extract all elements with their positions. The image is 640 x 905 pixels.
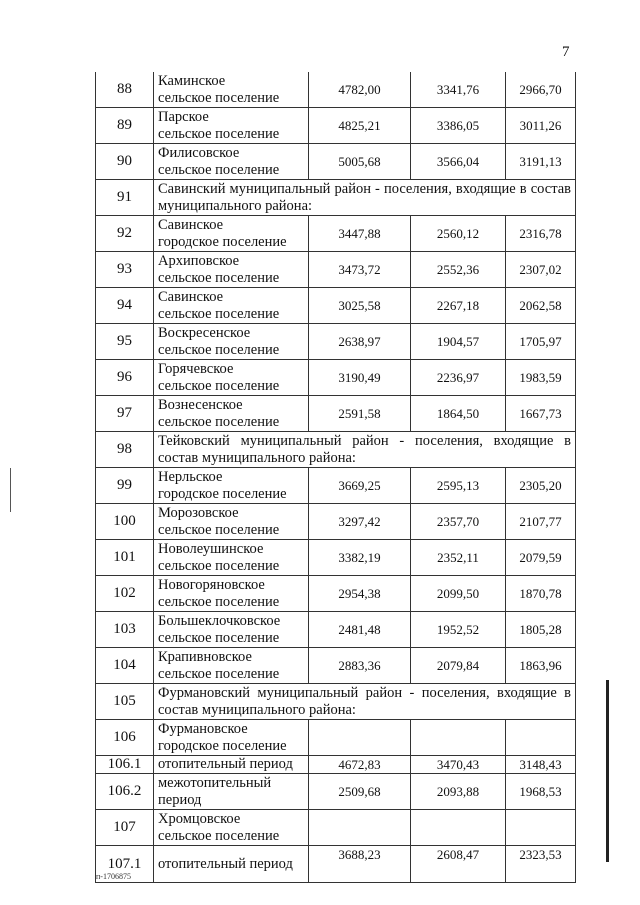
settlement-name — [154, 756, 309, 774]
table-row — [96, 360, 576, 396]
table-row — [96, 432, 576, 468]
value-cell: 1870,78 — [506, 576, 576, 612]
table-row — [96, 108, 576, 144]
settlement-name — [154, 540, 309, 576]
page-number: 7 — [562, 44, 570, 60]
value-cell: 3025,58 — [309, 288, 411, 324]
value-cell: 2099,50 — [411, 576, 506, 612]
value-cell: 3191,13 — [506, 144, 576, 180]
value-cell: 3386,05 — [411, 108, 506, 144]
value-cell: 3148,43 — [506, 756, 576, 774]
settlement-name-line: Фурмановское — [158, 720, 248, 737]
settlement-name-line: Новогоряновское — [158, 576, 265, 593]
value-cell: 5005,68 — [309, 144, 411, 180]
settlement-name-line: сельское поселение — [158, 593, 280, 610]
settlement-name-line: сельское поселение — [158, 557, 280, 574]
value-cell: 3011,26 — [506, 108, 576, 144]
row-number: 106 — [96, 720, 154, 756]
settlement-name-line: сельское поселение — [158, 125, 280, 142]
settlement-name-line: сельское поселение — [158, 89, 280, 106]
value-cell: 3341,76 — [411, 72, 506, 108]
value-cell: 2591,58 — [309, 396, 411, 432]
settlement-name-line: сельское поселение — [158, 377, 280, 394]
settlement-name — [154, 846, 309, 883]
row-number: 106.2 — [96, 774, 154, 810]
settlement-name — [154, 108, 309, 144]
settlement-name — [154, 576, 309, 612]
footer-code: п-1706875 — [96, 872, 131, 881]
district-heading: Савинский муниципальный район - поселения, входящие в состав муниципального района: — [154, 180, 576, 216]
table-row — [96, 468, 576, 504]
value-cell: 2316,78 — [506, 216, 576, 252]
value-cell: 4782,00 — [309, 72, 411, 108]
table-row — [96, 756, 576, 774]
settlement-name-line: Филисовское — [158, 144, 240, 161]
table-row — [96, 288, 576, 324]
value-cell: 3470,43 — [411, 756, 506, 774]
settlement-name-line: Савинское — [158, 288, 224, 305]
value-cell: 1805,28 — [506, 612, 576, 648]
value-cell: 2236,97 — [411, 360, 506, 396]
settlement-name-line: сельское поселение — [158, 161, 280, 178]
value-cell: 2352,11 — [411, 540, 506, 576]
value-cell: 1863,96 — [506, 648, 576, 684]
settlement-name — [154, 504, 309, 540]
row-number: 88 — [96, 72, 154, 108]
settlement-name — [154, 648, 309, 684]
settlement-name — [154, 324, 309, 360]
value-cell: 2595,13 — [411, 468, 506, 504]
value-cell: 3473,72 — [309, 252, 411, 288]
value-cell: 3688,23 — [309, 846, 411, 883]
settlement-name — [154, 810, 309, 846]
table-row — [96, 396, 576, 432]
settlement-name — [154, 468, 309, 504]
value-cell: 3669,25 — [309, 468, 411, 504]
settlement-name-line: городское поселение — [158, 233, 287, 250]
settlement-name-line: Морозовское — [158, 504, 239, 521]
value-cell: 1904,57 — [411, 324, 506, 360]
district-heading: Фурмановский муниципальный район - поселения, входящие в состав муниципального района: — [154, 684, 576, 720]
settlement-name-line: период — [158, 791, 202, 808]
settlement-name-line: отопительный период — [158, 855, 293, 872]
settlement-name — [154, 360, 309, 396]
settlement-name-line: городское поселение — [158, 737, 287, 754]
table-row — [96, 612, 576, 648]
table-row — [96, 504, 576, 540]
value-cell: 4672,83 — [309, 756, 411, 774]
settlement-name-line: сельское поселение — [158, 269, 280, 286]
value-cell: 1705,97 — [506, 324, 576, 360]
settlement-name-line: Архиповское — [158, 252, 240, 269]
table-row — [96, 810, 576, 846]
table-row — [96, 180, 576, 216]
row-number: 95 — [96, 324, 154, 360]
settlement-name-line: сельское поселение — [158, 521, 280, 538]
value-cell: 2107,77 — [506, 504, 576, 540]
settlement-name — [154, 252, 309, 288]
settlement-name — [154, 144, 309, 180]
table-row — [96, 846, 576, 883]
settlement-name-line: сельское поселение — [158, 629, 280, 646]
value-cell: 2552,36 — [411, 252, 506, 288]
row-number: 100 — [96, 504, 154, 540]
settlement-name-line: отопительный период — [158, 756, 293, 772]
value-cell — [309, 810, 411, 846]
settlement-name-line: сельское поселение — [158, 413, 280, 430]
row-number: 107 — [96, 810, 154, 846]
table-row — [96, 216, 576, 252]
table-row — [96, 144, 576, 180]
row-number: 90 — [96, 144, 154, 180]
row-number: 99 — [96, 468, 154, 504]
table-row — [96, 648, 576, 684]
settlement-name-line: Вознесенское — [158, 396, 243, 413]
value-cell: 1968,53 — [506, 774, 576, 810]
value-cell: 2357,70 — [411, 504, 506, 540]
value-cell: 2062,58 — [506, 288, 576, 324]
value-cell: 3566,04 — [411, 144, 506, 180]
value-cell: 2608,47 — [411, 846, 506, 883]
table-row — [96, 252, 576, 288]
value-cell: 2079,59 — [506, 540, 576, 576]
value-cell: 2481,48 — [309, 612, 411, 648]
settlement-name-line: сельское поселение — [158, 341, 280, 358]
value-cell: 2638,97 — [309, 324, 411, 360]
value-cell — [309, 720, 411, 756]
settlement-name — [154, 216, 309, 252]
table-row — [96, 576, 576, 612]
table-row — [96, 684, 576, 720]
settlement-name-line: городское поселение — [158, 485, 287, 502]
settlement-name-line: Савинское — [158, 216, 224, 233]
settlement-name-line: Крапивновское — [158, 648, 252, 665]
value-cell: 1983,59 — [506, 360, 576, 396]
scan-artifact-mark — [10, 468, 11, 512]
value-cell: 2954,38 — [309, 576, 411, 612]
scan-artifact-bar — [606, 680, 609, 862]
table-row — [96, 540, 576, 576]
row-number: 97 — [96, 396, 154, 432]
value-cell: 2323,53 — [506, 846, 576, 883]
row-number: 104 — [96, 648, 154, 684]
settlement-name — [154, 720, 309, 756]
value-cell: 3447,88 — [309, 216, 411, 252]
settlement-name-line: Большеклочковское — [158, 612, 281, 629]
row-number: 89 — [96, 108, 154, 144]
table-row — [96, 720, 576, 756]
value-cell: 3382,19 — [309, 540, 411, 576]
settlement-name-line: Воскресенское — [158, 324, 251, 341]
row-number: 92 — [96, 216, 154, 252]
value-cell — [506, 810, 576, 846]
settlement-name-line: Парское — [158, 108, 209, 125]
row-number: 93 — [96, 252, 154, 288]
value-cell: 2883,36 — [309, 648, 411, 684]
value-cell: 2093,88 — [411, 774, 506, 810]
settlement-name-line: Хромцовское — [158, 810, 241, 827]
settlement-name-line: сельское поселение — [158, 305, 280, 322]
row-number: 106.1 — [96, 756, 154, 774]
row-number: 96 — [96, 360, 154, 396]
value-cell: 3297,42 — [309, 504, 411, 540]
value-cell: 1667,73 — [506, 396, 576, 432]
tariff-table — [95, 72, 576, 883]
settlement-name — [154, 288, 309, 324]
value-cell — [411, 810, 506, 846]
settlement-name-line: Нерльское — [158, 468, 223, 485]
value-cell: 2079,84 — [411, 648, 506, 684]
settlement-name — [154, 612, 309, 648]
row-number: 103 — [96, 612, 154, 648]
settlement-name-line: Новолеушинское — [158, 540, 264, 557]
row-number: 105 — [96, 684, 154, 720]
value-cell: 2305,20 — [506, 468, 576, 504]
table-row — [96, 774, 576, 810]
settlement-name — [154, 396, 309, 432]
value-cell: 3190,49 — [309, 360, 411, 396]
settlement-name-line: Горячевское — [158, 360, 234, 377]
row-number: 94 — [96, 288, 154, 324]
settlement-name — [154, 72, 309, 108]
value-cell — [411, 720, 506, 756]
settlement-name-line: сельское поселение — [158, 665, 280, 682]
value-cell: 1952,52 — [411, 612, 506, 648]
settlement-name — [154, 774, 309, 810]
value-cell: 2307,02 — [506, 252, 576, 288]
value-cell: 2966,70 — [506, 72, 576, 108]
value-cell: 4825,21 — [309, 108, 411, 144]
settlement-name-line: Каминское — [158, 72, 226, 89]
settlement-name-line: сельское поселение — [158, 827, 280, 844]
value-cell: 2560,12 — [411, 216, 506, 252]
value-cell: 1864,50 — [411, 396, 506, 432]
district-heading: Тейковский муниципальный район - поселения, входящие в состав муниципального района: — [154, 432, 576, 468]
value-cell: 2267,18 — [411, 288, 506, 324]
row-number: 102 — [96, 576, 154, 612]
row-number: 98 — [96, 432, 154, 468]
value-cell: 2509,68 — [309, 774, 411, 810]
row-number: 101 — [96, 540, 154, 576]
settlement-name-line: межотопительный — [158, 774, 272, 791]
table-row — [96, 72, 576, 108]
row-number: 107.1 — [96, 846, 154, 883]
table-row — [96, 324, 576, 360]
value-cell — [506, 720, 576, 756]
row-number: 91 — [96, 180, 154, 216]
